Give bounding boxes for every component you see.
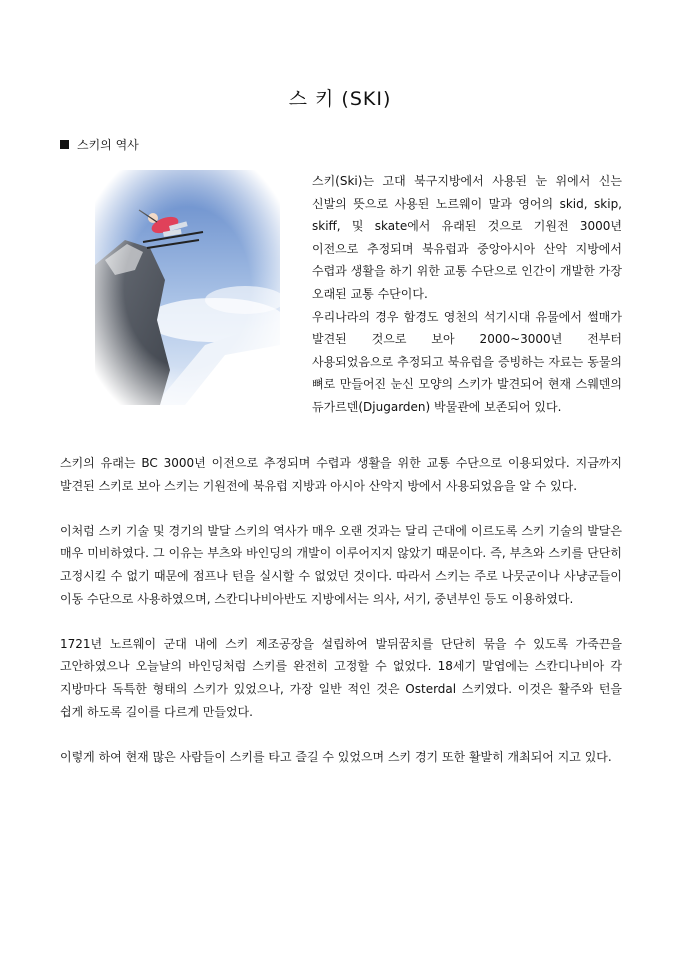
section-heading-text: 스키의 역사: [77, 138, 139, 152]
ski-jumper-photo: [95, 170, 280, 405]
section-heading: [60, 136, 139, 153]
body-paragraph: 스키의 유래는 BC 3000년 이전으로 추정되며 수렵과 생활을 위한 교통 수단으로 이용되었다. 지금까지 발견된 스키로 보아 스키는 기원전에 북유럽 지방과 아시아 산악지 방에서 사용되었음을 알 수 있다.: [60, 456, 622, 493]
body-paragraph: 이렇게 하여 현재 많은 사람들이 스키를 타고 즐길 수 있었으며 스키 경기 또한 활발히 개최되어 지고 있다.: [60, 749, 612, 764]
square-bullet-icon: [60, 140, 69, 149]
intro-text: [312, 170, 622, 419]
intro-paragraph: 우리나라의 경우 함경도 영천의 석기시대 유물에서 썰매가 발견된 것으로 보아 2000~3000년 전부터 사용되었음으로 추정되고 북유럽을 증빙하는 자료는 동물의 뼈로 만들어진 눈신 모양의 스키가 발견되어 현재 스웨덴의 듀가르덴(Djugarden) 박물관에 보존되어 있다.: [312, 309, 622, 414]
body-paragraph: 1721년 노르웨이 군대 내에 스키 제조공장을 설립하여 발뒤꿈치를 단단히 묶을 수 있도록 가죽끈을 고안하였으나 오늘날의 바인딩처럼 스키를 완전히 고정할 수 없었다. 18세기 말엽에는 스칸디나비아 각 지방마다 독특한 형태의 스키가 있었으나, 가장 일반 적인 것은 Osterdal 스키였다. 이것은 활주와 턴을 쉽게 하도록 길이를 다르게 만들었다.: [60, 636, 622, 719]
page-title: 스 키 (SKI): [288, 88, 392, 110]
intro-paragraph: 스키(Ski)는 고대 북구지방에서 사용된 눈 위에서 신는 신발의 뜻으로 사용된 노르웨이 말과 영어의 skid, skip, skiff, 및 skate에서 유래된 것으로 기원전 3000년 이전으로 추정되며 북유럽과 중앙아시아 산악 지방에서 수렵과 생활을 하기 위한 교통 수단으로 인간이 개발한 가장 오래된 교통 수단이다.: [312, 174, 622, 301]
body-paragraph: 이처럼 스키 기술 및 경기의 발달 스키의 역사가 매우 오랜 것과는 달리 근대에 이르도록 스키 기술의 발달은 매우 미비하였다. 그 이유는 부츠와 바인딩의 개발이 이루어지지 않았기 때문이다. 즉, 부츠와 스키를 단단히 고정시킬 수 없기 때문에 점프나 턴을 실시할 수 없었던 것이다. 따라서 스키는 주로 나뭇군이나 사냥군들이 이동 수단으로 사용하였으며, 스칸디나비아반도 지방에서는 의사, 서기, 중년부인 등도 이용하였다.: [60, 523, 622, 606]
body-text: [60, 452, 622, 791]
